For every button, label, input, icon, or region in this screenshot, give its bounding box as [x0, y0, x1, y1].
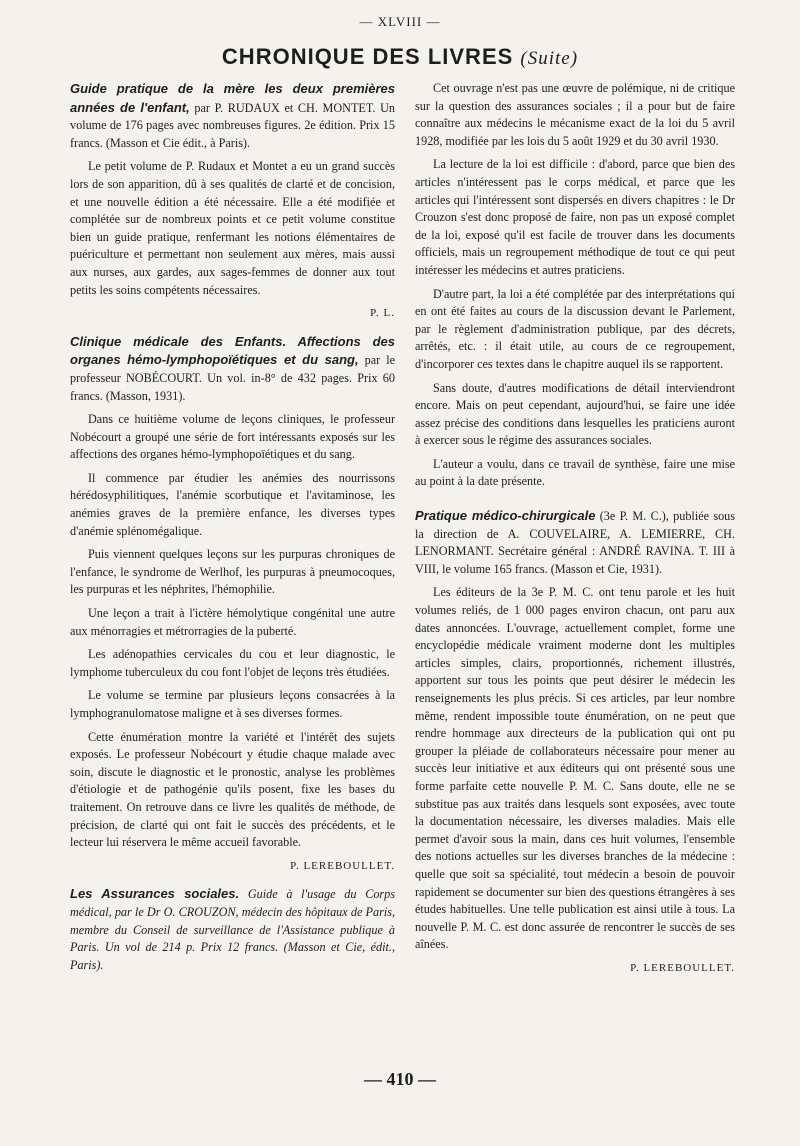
right-column: [415, 80, 735, 988]
review-signature: P. LEREBOULLET.: [290, 859, 395, 872]
left-column: [70, 80, 395, 984]
review-signature: P. L.: [370, 307, 395, 320]
review-heading: [415, 507, 735, 578]
review-paragraph: Il commence par étudier les anémies des nourrissons hérédosyphilitiques, l'anémie scorbutique et l'avitaminose, les anémies graves de la première enfance, les diverses types d'anémie splénomégalique.: [70, 470, 395, 538]
review-paragraph: Cet ouvrage n'est pas une œuvre de polémique, ni de critique sur la question des assurances sociales ; il a pour but de faire connaître aux médecins le mécanisme exact de la loi du 5 avril 1928, modifiée par les lois du 5 août 1929 et du 30 avril 1930.: [415, 81, 735, 148]
review-assurances-sociales: [70, 885, 395, 974]
review-paragraph: Dans ce huitième volume de leçons cliniques, le professeur Nobécourt a groupé une série de fort intéressants exposés sur les affections des organes hémo-lymphopoïétiques et du sang.: [70, 412, 395, 462]
review-reference: par le professeur NOBÉCOURT. Un vol. in-8° de 432 pages. Prix 60 francs. (Masson, 1931).: [70, 353, 395, 403]
review-signature: P. LEREBOULLET.: [630, 961, 735, 974]
chronicle-suite: (Suite): [520, 48, 579, 69]
review-title: Clinique médicale des Enfants. Affections des organes hémo-lymphopoïétiques et du sang,: [70, 333, 395, 368]
review-paragraph: Les adénopathies cervicales du cou et leur diagnostic, le lymphome tuberculeux du cou font l'objet de leçons très étudiées.: [70, 647, 395, 679]
review-paragraph: Une leçon a trait à l'ictère hémolytique congénital une autre aux ménorragies et métrorragies de la puberté.: [70, 606, 395, 638]
review-title: Guide pratique de la mère les deux premières années de l'enfant,: [70, 81, 395, 115]
review-clinique-medicale: [70, 333, 395, 876]
review-heading: [70, 885, 395, 974]
review-paragraph: La lecture de la loi est difficile : d'abord, parce que bien des articles n'intéressent pas le corps médical, et parce que les articles qui l'intéressent sont dispersés en divers chapitres : le Dr Crouzon s'est donc proposé de faire, non pas un exposé complet de la loi, exposé qu'il est facile de trouver dans les documents officiels, mais un regroupement méthodique de tout ce qui peut intéresser les médecins et autres praticiens.: [415, 157, 735, 277]
chronicle-title-text: CHRONIQUE DES LIVRES: [221, 44, 514, 69]
review-paragraph: Sans doute, d'autres modifications de détail interviendront encore. Mais on peut cependant, aujourd'hui, se faire une idée assez précise des conditions dans lesquelles les praticiens auront à exercer sous le régime des assurances sociales.: [415, 380, 735, 448]
review-paragraph: D'autre part, la loi a été complétée par des interprétations qui en ont été faites au cours de la discussion devant le Parlement, par le règlement d'administration publique, par des décrets, arrêtés, etc. : il était utile, au cours de ce regroupement, d'incorporer ces textes dans le chapitre auquel ils se rapportent.: [415, 286, 735, 371]
review-reference: (3e P. M. C.), publiée sous la direction de A. COUVELAIRE, A. LEMIERRE, CH. LENORMANT. Secrétaire général : ANDRÉ RAVINA. T. III à VIII, le volume 165 francs. (Masson et Cie, 1931).: [415, 509, 735, 576]
review-heading: [70, 80, 395, 152]
review-pratique-medico-chirurgicale: [415, 507, 735, 977]
review-guide-pratique: [70, 80, 395, 323]
review-paragraph: Le volume se termine par plusieurs leçons consacrées à la lymphogranulomatose maligne et à ses diverses formes.: [70, 688, 395, 720]
roman-page-marker: — XLVIII —: [359, 14, 441, 29]
review-paragraph: Puis viennent quelques leçons sur les purpuras chroniques de l'enfance, le syndrome de Werlhof, les purpuras à pneumocoques, les purpuras et les néphrites, l'hémophilie.: [70, 547, 395, 597]
review-reference: par P. RUDAUX et CH. MONTET. Un volume de 176 pages avec nombreuses figures. 2e édition. Prix 15 francs. (Masson et Cie édit., à Paris).: [70, 100, 396, 150]
review-paragraph: Les éditeurs de la 3e P. M. C. ont tenu parole et les huit volumes reliés, de 1 000 pages environ chacun, ont paru aux dates annoncées. L'ouvrage, actuellement complet, forme une encyclopédie médicale vraiment moderne dont les multiples articles simples, clairs, proportionnés, richement illustrés, apportent sur tous les points que peut désirer le médecin les renseignements les plus précis. Si ces articles, par leur nombre même, rendent impossible toute énumération, on ne peut que rendre hommage aux directeurs de la publication qui ont pu grouper la pléiade de collaborateurs nécessaire pour mener au succès leur initiative et aux éditeurs qui ont présenté sous une forme parfaite cette nouvelle P. M. C. Sans doute, elle ne se substitue pas aux traités dans lesquels sont exposées, avec toute la documentation nécessaire, les diverses maladies. Mais elle permet d'avoir sous la main, dans ces huit volumes, l'ensemble des notions actuelles sur les diverses branches de la médecine : quelle que soit sa spécialité, tout médecin a besoin de pouvoir rapidement se documenter sur bien des questions étrangères à ses études habituelles. Une telle publication est ainsi utile à tous. La nouvelle P. M. C. est donc assurée de rencontrer le succès de ses aînées.: [415, 585, 735, 952]
review-title: Les Assurances sociales.: [70, 886, 240, 902]
review-paragraph: Le petit volume de P. Rudaux et Montet a eu un grand succès lors de son apparition, dû à ses qualités de clarté et de concision, et une nouvelle édition a été nécessaire. Elle a été modifiée et complétée sur de nombreux points et ce petit volume constitue bien un guide pratique, renfermant les notions élémentaires de puériculture et permettant non seulement aux mères, mais aussi aux nurses, aux gardes, aux sages-femmes de donner aux tout petits les soins compétents nécessaires.: [70, 159, 395, 297]
review-assurances-sociales-continued: [415, 80, 735, 491]
review-reference: Guide à l'usage du Corps médical, par le Dr O. CROUZON, médecin des hôpitaux de Paris, membre du Conseil de surveillance de l'Assistance publique à Paris. Un vol de 214 p. Prix 12 francs. (Masson et Cie, édit., Paris).: [70, 887, 396, 972]
page-number: — 410 —: [364, 1069, 436, 1089]
review-paragraph: Cette énumération montre la variété et l'intérêt des sujets exposés. Le professeur Nobécourt y étudie chaque malade avec soin, discute le diagnostic et le pronostic, analyse les problèmes d'étiologie et de pathogénie qu'ils posent, fixe les bases du traitement. On retrouve dans ce livre les qualités de méthode, de précision, de clarté qui ont fait le succès des précédents, et le lecteur lui réservera le même accueil favorable.: [70, 729, 395, 850]
review-paragraph: L'auteur a voulu, dans ce travail de synthèse, faire une mise au point à la date présente.: [415, 456, 735, 489]
review-title: Pratique médico-chirurgicale: [415, 508, 596, 524]
chronicle-title: [0, 44, 800, 70]
review-heading: [70, 333, 395, 405]
